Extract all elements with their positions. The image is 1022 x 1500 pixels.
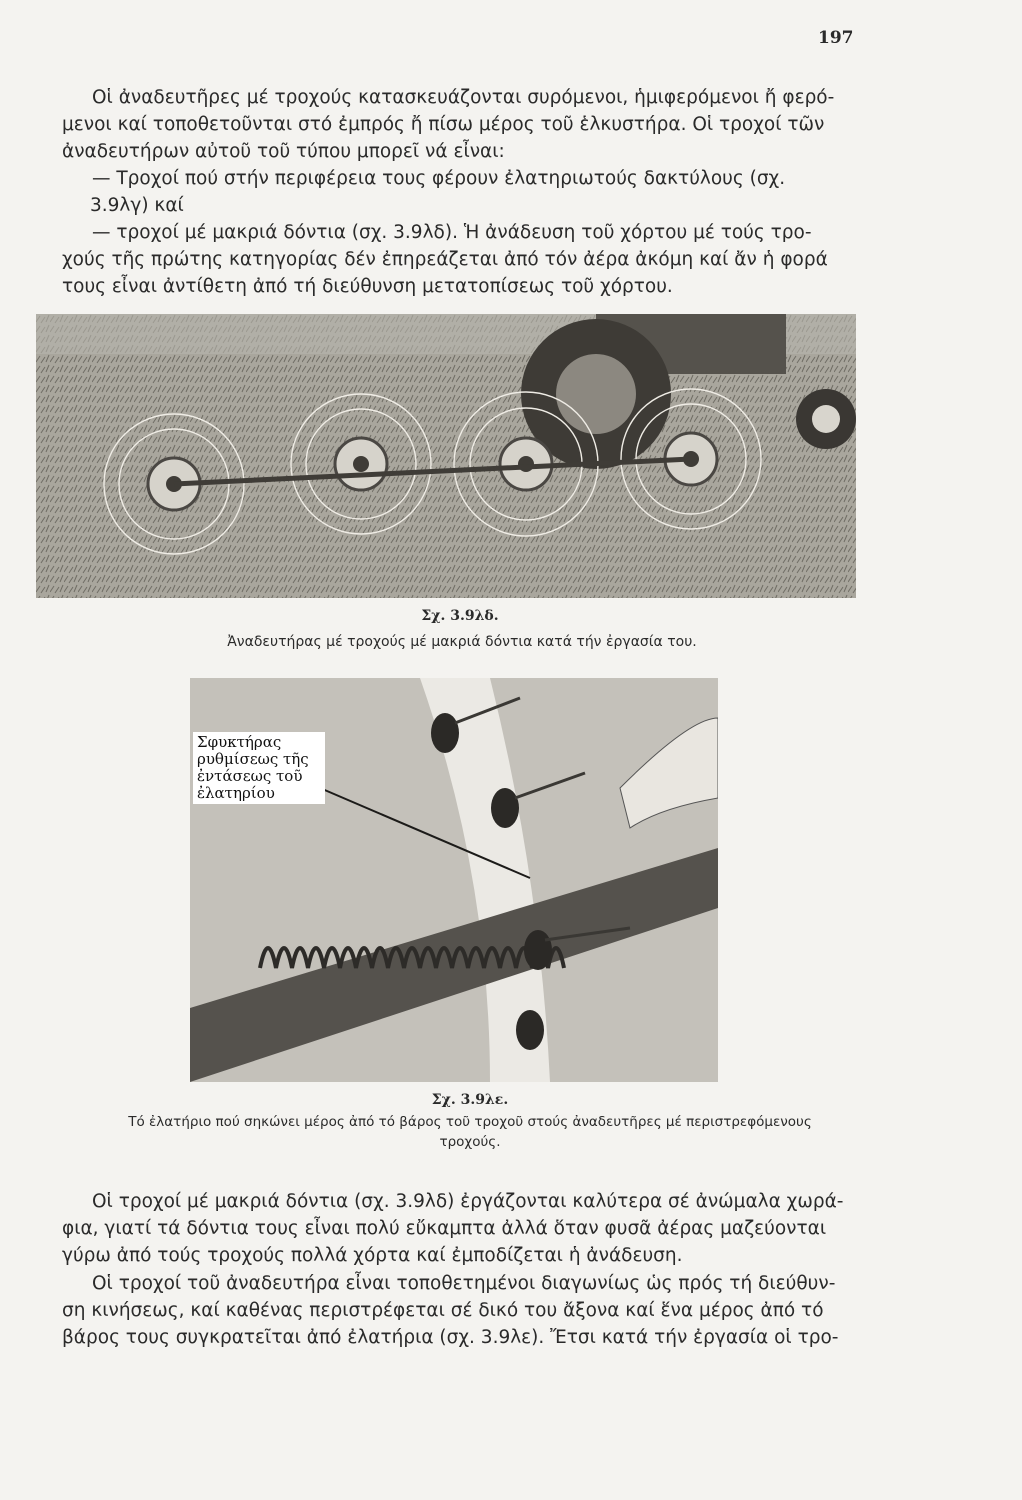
caption-line: Τό ἐλατήριο πού σηκώνει μέρος ἀπό τό βάρος τοῦ τροχοῦ στούς ἀναδευτῆρες μέ περιστρεφόμενους xyxy=(128,1114,812,1130)
caption-line: τροχούς. xyxy=(439,1134,501,1150)
text-line: φια, γιατί τά δόντια τους εἶναι πολύ εὔκαμπτα ἀλλά ὅταν φυσᾶ ἀέρας μαζεύονται xyxy=(62,1218,827,1239)
text-line: βάρος τους συγκρατεῖται ἀπό ἐλατήρια (σχ. 3.9λε). Ἔτσι κατά τήν ἐργασία οἱ τρο- xyxy=(62,1327,839,1348)
label-line: Σφυκτήρας xyxy=(197,733,282,751)
closing-paragraph-1 xyxy=(62,1188,862,1269)
label-line: ἐντάσεως τοῦ xyxy=(197,767,303,785)
list-item-1-line: — Τροχοί πού στήν περιφέρεια τους φέρουν ἐλατηριωτούς δακτύλους (σχ. xyxy=(92,168,786,189)
text-line: τους εἶναι ἀντίθετη ἀπό τή διεύθυνση μετατοπίσεως τοῦ χόρτου. xyxy=(62,276,673,297)
closing-paragraph-2 xyxy=(62,1270,862,1351)
text-line: Οἱ τροχοί μέ μακριά δόντια (σχ. 3.9λδ) ἐργάζονται καλύτερα σέ ἀνώμαλα χωρά- xyxy=(92,1191,844,1212)
text-line: ση κινήσεως, καί καθένας περιστρέφεται σέ δικό του ἄξονα καί ἕνα μέρος ἀπό τό xyxy=(62,1300,824,1321)
text-line: Οἱ ἀναδευτῆρες μέ τροχούς κατασκευάζονται συρόμενοι, ἡμιφερόμενοι ἤ φερό- xyxy=(92,87,835,108)
text-line: μενοι καί τοποθετοῦνται στό ἐμπρός ἤ πίσω μέρος τοῦ ἑλκυστήρα. Οἱ τροχοί τῶν xyxy=(62,114,825,135)
label-line: ρυθμίσεως τῆς xyxy=(197,750,309,768)
list-item-2-line: — τροχοί μέ μακριά δόντια (σχ. 3.9λδ). Ἡ ἀνάδευση τοῦ χόρτου μέ τούς τρο- xyxy=(92,222,812,243)
figure-caption: Ἀναδευτήρας μέ τροχούς μέ μακριά δόντια κατά τήν ἐργασία του. xyxy=(227,634,697,650)
figure-caption xyxy=(40,1112,900,1152)
page-number: 197 xyxy=(818,28,854,48)
figure-label: Σχ. 3.9λε. xyxy=(431,1092,509,1108)
text-line: Οἱ τροχοί τοῦ ἀναδευτήρα εἶναι τοποθετημένοι διαγωνίως ὡς πρός τή διεύθυν- xyxy=(92,1273,836,1294)
figure-label: Σχ. 3.9λδ. xyxy=(421,608,499,624)
label-line: ἐλατηρίου xyxy=(197,784,275,802)
text-line: χούς τῆς πρώτης κατηγορίας δέν ἐπηρεάζεται ἀπό τόν ἀέρα ἀκόμη καί ἄν ἡ φορά xyxy=(62,249,828,270)
rake-field-photo xyxy=(36,314,856,598)
text-line: γύρω ἀπό τούς τροχούς πολλά χόρτα καί ἐμποδίζεται ἡ ἀνάδευση. xyxy=(62,1245,683,1266)
intro-paragraph xyxy=(62,84,862,300)
text-line: ἀναδευτήρων αὐτοῦ τοῦ τύπου μπορεῖ νά εἶναι: xyxy=(62,141,505,162)
spring-tensioner-label xyxy=(193,732,325,804)
list-item-1-line: 3.9λγ) καί xyxy=(90,195,184,216)
